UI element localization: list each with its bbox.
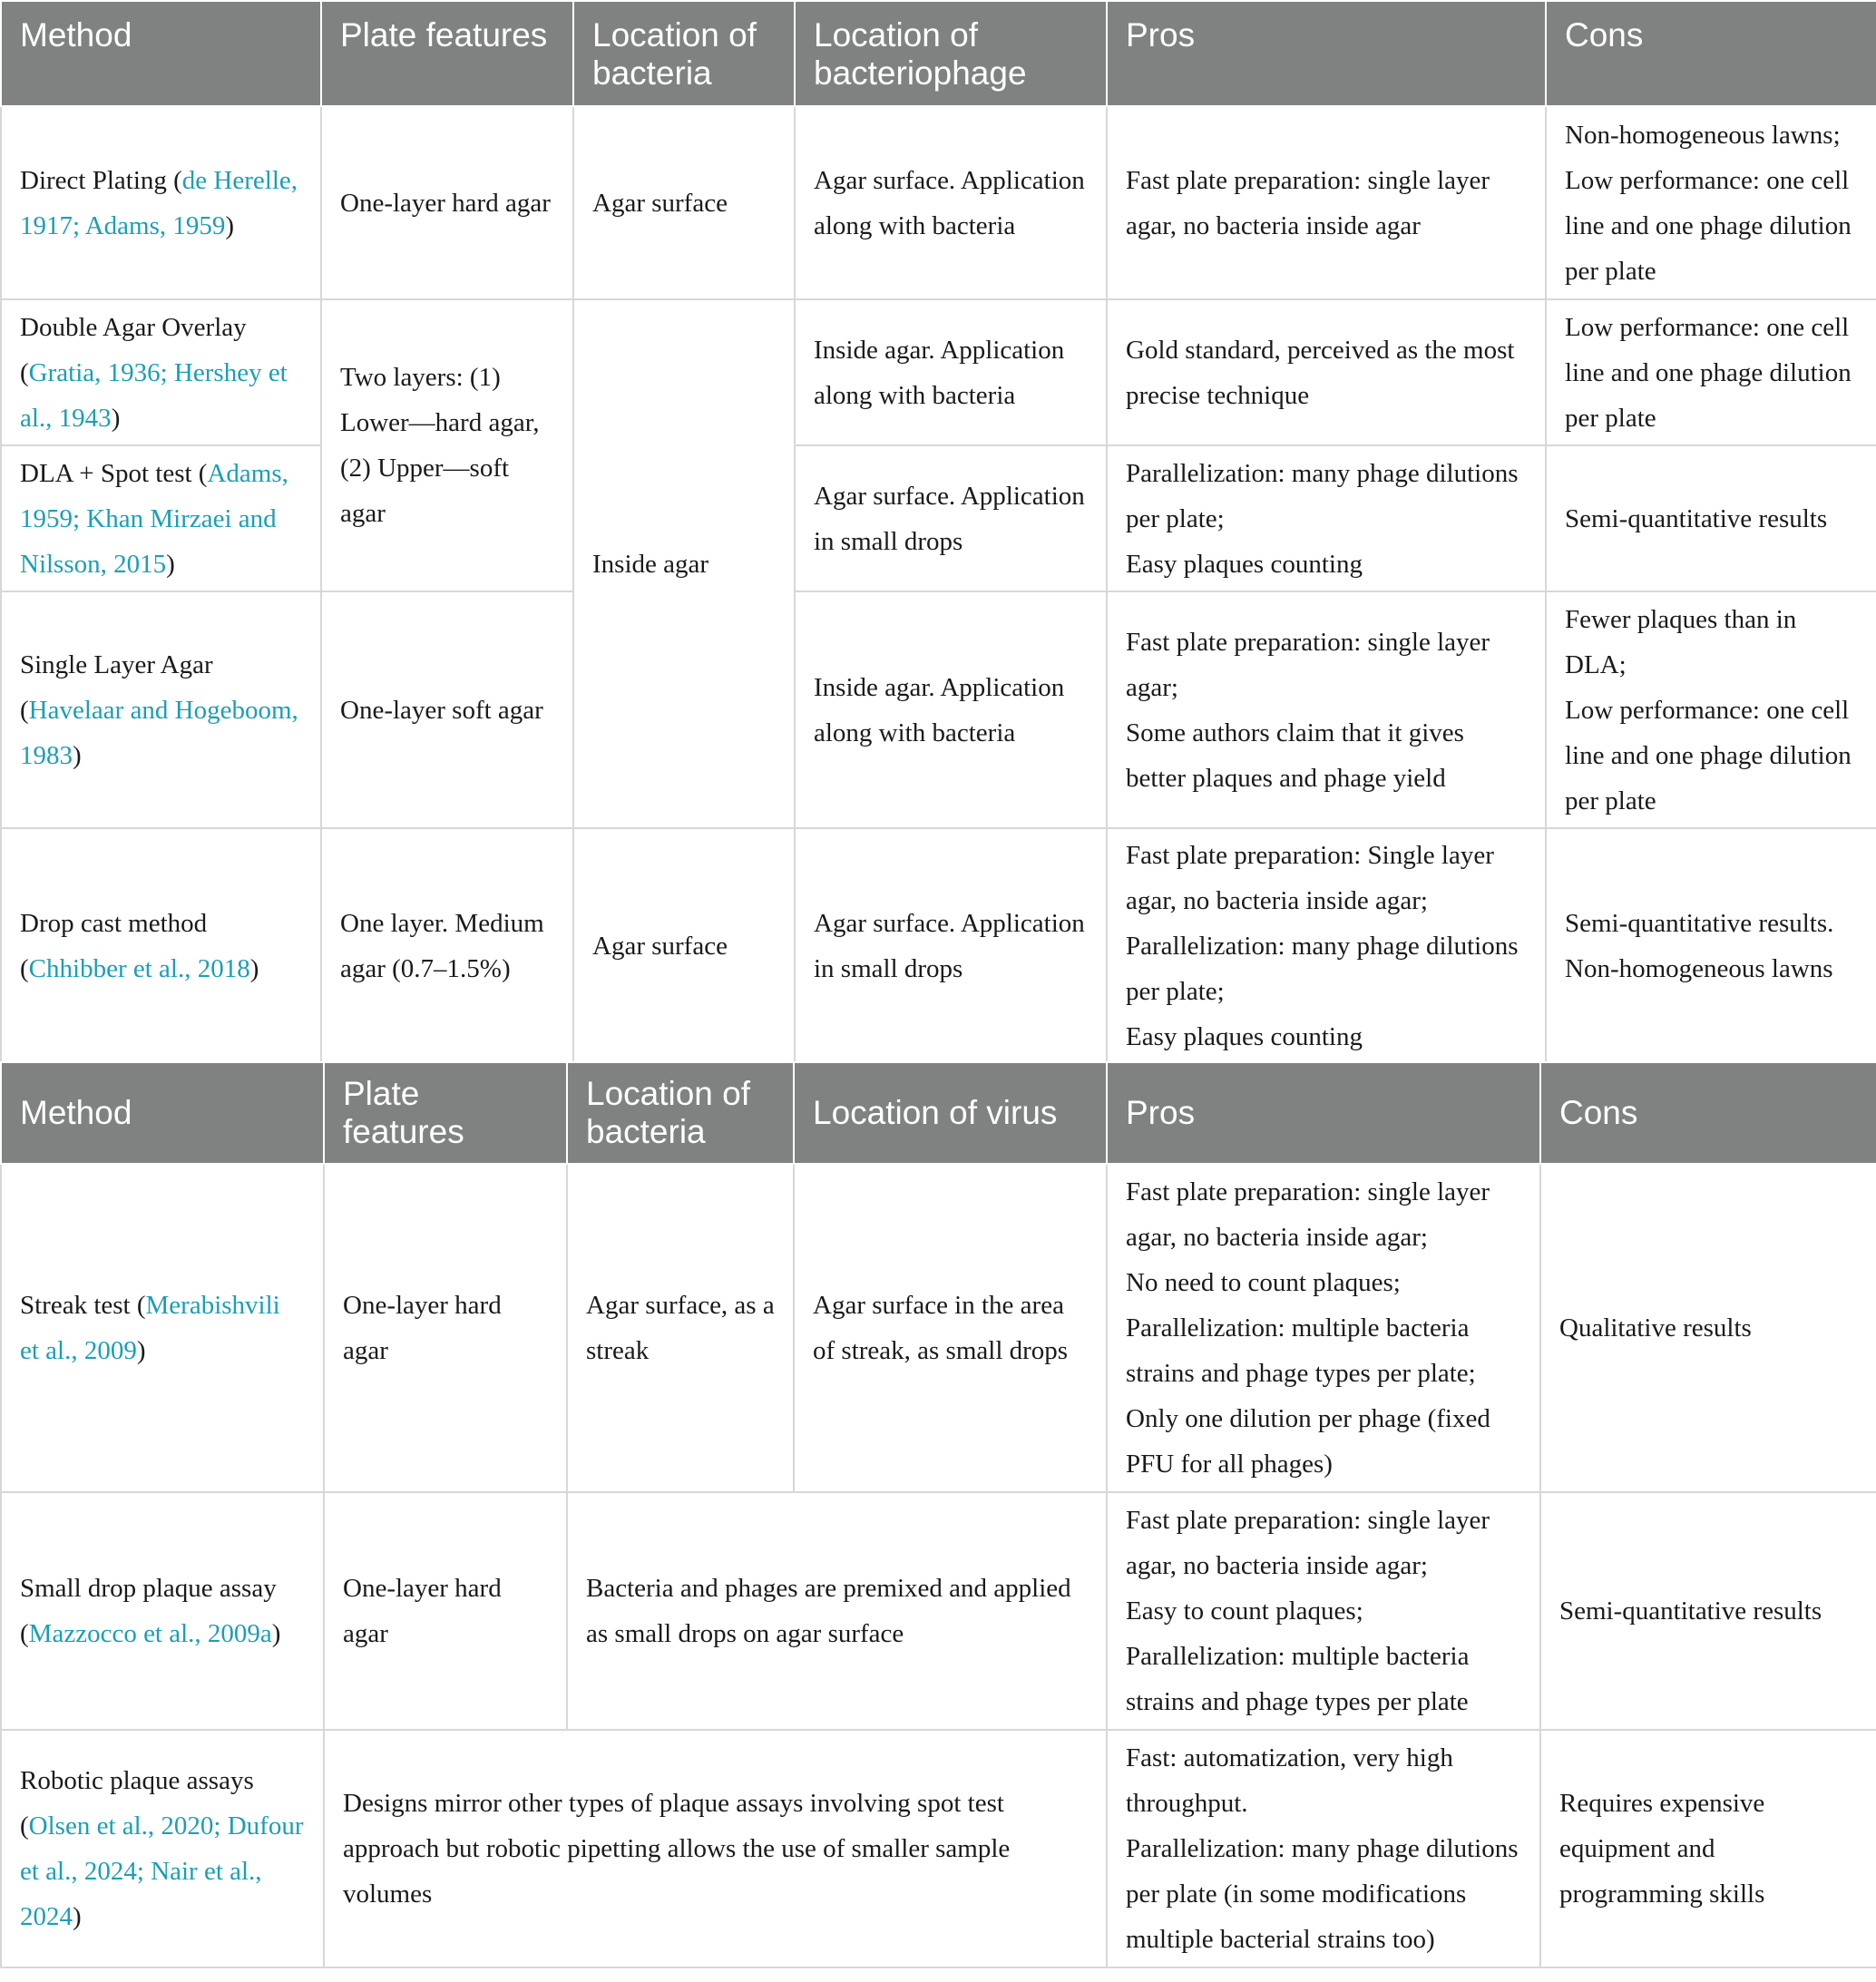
pros-item: Parallelization: many phage dilutions per plate;: [1126, 932, 1519, 1006]
pros-item: Parallelization: multiple bacteria strains and phage types per plate: [1126, 1642, 1470, 1716]
table-row: [1, 299, 1876, 445]
citation-link[interactable]: Havelaar and Hogeboom, 1983: [20, 695, 298, 770]
header-cons: Cons: [1540, 1062, 1876, 1164]
method-cell: [1, 445, 321, 591]
pros-cell: [1107, 591, 1546, 828]
phage-location-cell: Inside agar. Application along with bacteria: [795, 591, 1107, 828]
phage-location-cell: Agar surface. Application along with bacteria: [795, 106, 1107, 299]
method-text-end: ): [271, 1619, 281, 1648]
pros-item: Parallelization: many phage dilutions per plate (in some modifications multiple bacterial strains too): [1126, 1834, 1519, 1954]
method-text: Single Layer Agar (: [20, 649, 213, 725]
method-text-end: ): [166, 549, 175, 579]
phage-location-cell: Agar surface. Application in small drops: [795, 828, 1107, 1064]
pros-item: Some authors claim that it gives better plaques and phage yield: [1126, 718, 1464, 793]
method-text-end: ): [73, 1902, 82, 1931]
cons-cell: Requires expensive equipment and programming skills: [1540, 1730, 1876, 1967]
cons-cell: [1546, 445, 1876, 591]
method-cell: [1, 106, 321, 299]
cons-cell: Semi-quantitative results: [1540, 1492, 1876, 1730]
cons-cell: Qualitative results: [1540, 1164, 1876, 1492]
pros-item: Easy plaques counting: [1126, 1022, 1363, 1051]
pros-item: Parallelization: multiple bacteria strains and phage types per plate;: [1126, 1313, 1476, 1388]
bacteria-location-cell: Agar surface, as a streak: [567, 1164, 794, 1492]
pros-item: Only one dilution per phage (fixed PFU for all phages): [1126, 1404, 1490, 1479]
method-cell: [1, 299, 321, 445]
pros-item: Easy to count plaques;: [1126, 1596, 1363, 1626]
method-cell: [1, 828, 321, 1064]
table-row: [1, 1492, 1876, 1730]
method-text: Streak test (: [20, 1291, 146, 1320]
citation-link[interactable]: Merabishvili et al., 2009: [20, 1291, 280, 1365]
method-text: Direct Plating (: [20, 165, 182, 195]
header-method: Method: [1, 1, 321, 106]
header-cons: Cons: [1546, 1, 1876, 106]
pros-item: Fast plate preparation: single layer agar, no bacteria inside agar;: [1126, 1177, 1490, 1252]
method-text-end: ): [225, 210, 235, 240]
method-text-end: ): [111, 403, 121, 433]
header-pros: Pros: [1107, 1, 1546, 106]
bacteria-location-cell: Inside agar: [573, 299, 795, 828]
plate-features-cell: One-layer hard agar: [324, 1164, 567, 1492]
pros-cell: [1107, 445, 1546, 591]
cons-cell: [1546, 299, 1876, 445]
method-cell: [1, 1730, 324, 1967]
cons-item: Low performance: one cell line and one phage dilution per plate: [1565, 695, 1852, 815]
method-cell: [1, 591, 321, 828]
method-text-end: ): [249, 954, 259, 983]
pros-item: No need to count plaques;: [1126, 1268, 1401, 1297]
cons-item: Low performance: one cell line and one phage dilution per plate: [1565, 165, 1852, 286]
citation-link[interactable]: Gratia, 1936; Hershey et al., 1943: [20, 357, 288, 433]
pros-item: Fast plate preparation: single layer agar, no bacteria inside agar;: [1126, 1506, 1490, 1580]
pros-cell: [1107, 828, 1546, 1064]
method-text: Robotic plaque assays (: [20, 1766, 254, 1840]
method-text-end: ): [136, 1336, 146, 1365]
pros-item: Easy plaques counting: [1126, 549, 1363, 579]
method-text: DLA + Spot test (: [20, 458, 208, 488]
header-location-of-bacteria: Location of bacteria: [567, 1062, 794, 1164]
table-row: [1, 1164, 1876, 1492]
header-plate-features: Plate features: [321, 1, 573, 106]
header-pros: Pros: [1107, 1062, 1540, 1164]
pros-item: Fast plate preparation: single layer agar;: [1126, 627, 1490, 702]
pros-cell: Fast plate preparation: single layer agar, no bacteria inside agar: [1107, 106, 1546, 299]
pros-cell: Gold standard, perceived as the most precise technique: [1107, 299, 1546, 445]
method-text: Small drop plaque assay (: [20, 1574, 277, 1648]
header-plate-features: Plate features: [324, 1062, 567, 1164]
plate-features-cell: One layer. Medium agar (0.7–1.5%): [321, 828, 573, 1064]
plate-features-cell: One-layer hard agar: [321, 106, 573, 299]
table-row: [1, 591, 1876, 828]
cons-item: Semi-quantitative results: [1565, 503, 1828, 533]
method-cell: [1, 1492, 324, 1730]
header-method: Method: [1, 1062, 324, 1164]
table-2-header-row: [1, 1062, 1876, 1164]
plate-features-cell: Two layers: (1) Lower—hard agar, (2) Upper—soft agar: [321, 299, 573, 591]
citation-link[interactable]: Chhibber et al., 2018: [28, 954, 250, 983]
cons-item: Non-homogeneous lawns: [1565, 954, 1833, 983]
design-description-cell: Designs mirror other types of plaque assays involving spot test approach but robotic pipetting allows the use of smaller sample volumes: [324, 1730, 1107, 1967]
cons-item: Non-homogeneous lawns;: [1565, 120, 1841, 150]
plate-features-cell: One-layer soft agar: [321, 591, 573, 828]
table-row: [1, 1730, 1876, 1967]
header-location-of-virus: Location of virus: [794, 1062, 1107, 1164]
table-row: [1, 106, 1876, 299]
pros-cell: [1107, 1164, 1540, 1492]
method-cell: [1, 1164, 324, 1492]
phage-location-cell: Agar surface. Application in small drops: [795, 445, 1107, 591]
pros-item: Parallelization: many phage dilutions per plate;: [1126, 458, 1519, 533]
pros-cell: [1107, 1730, 1540, 1967]
header-location-of-bacteriophage: Location of bacteriophage: [795, 1, 1107, 106]
table-row: [1, 828, 1876, 1064]
pros-item: Fast plate preparation: Single layer agar, no bacteria inside agar;: [1126, 841, 1494, 915]
table-1-header-row: [1, 1, 1876, 106]
cons-item: Fewer plaques than in DLA;: [1565, 604, 1797, 679]
method-text: Drop cast method (: [20, 909, 208, 983]
citation-link[interactable]: Adams, 1959; Khan Mirzaei and Nilsson, 2015: [20, 458, 288, 579]
cons-cell: [1546, 106, 1876, 299]
cons-cell: [1546, 828, 1876, 1064]
plate-features-cell: One-layer hard agar: [324, 1492, 567, 1730]
virus-location-cell: Agar surface in the area of streak, as small drops: [794, 1164, 1107, 1492]
bacteria-and-virus-location-cell: Bacteria and phages are premixed and applied as small drops on agar surface: [567, 1492, 1107, 1730]
method-text: Double Agar Overlay (: [20, 312, 247, 387]
bacteria-location-cell: Agar surface: [573, 828, 795, 1064]
bacteria-location-cell: Agar surface: [573, 106, 795, 299]
pros-item: Fast: automatization, very high throughput.: [1126, 1743, 1453, 1818]
phage-location-cell: Inside agar. Application along with bacteria: [795, 299, 1107, 445]
method-text-end: ): [73, 740, 82, 770]
table-2: [0, 1061, 1876, 1968]
cons-item: Low performance: one cell line and one phage dilution per plate: [1565, 312, 1852, 433]
citation-link[interactable]: de Herelle, 1917; Adams, 1959: [20, 165, 298, 240]
pros-cell: [1107, 1492, 1540, 1730]
table-row: [1, 445, 1876, 591]
citation-link[interactable]: Olsen et al., 2020; Dufour et al., 2024; Nair et al., 2024: [20, 1811, 304, 1931]
cons-cell: [1546, 591, 1876, 828]
citation-link[interactable]: Mazzocco et al., 2009a: [28, 1619, 272, 1648]
cons-item: Semi-quantitative results.: [1565, 909, 1834, 938]
header-location-of-bacteria: Location of bacteria: [573, 1, 795, 106]
